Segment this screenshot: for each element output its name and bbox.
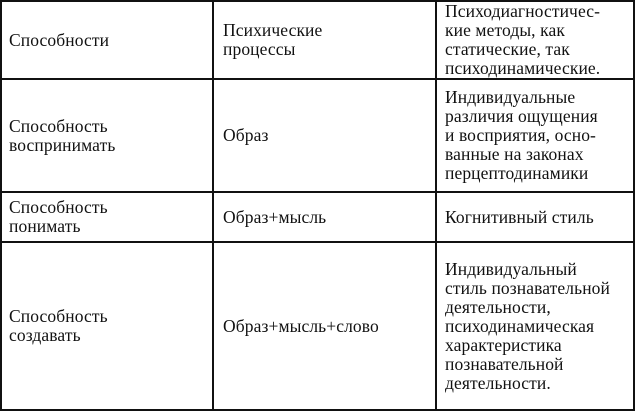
- cell-text-line: Индивидуальный: [445, 258, 577, 279]
- table-row: [1, 79, 634, 192]
- cell-text-line: различия ощущения: [445, 106, 598, 126]
- process-cell: [213, 79, 436, 192]
- cell-text-line: Образ: [223, 125, 269, 145]
- ability-cell: [1, 1, 213, 79]
- table-row: [1, 1, 634, 79]
- methods-cell: [436, 192, 634, 242]
- process-cell: [213, 242, 436, 410]
- cell-text-line: Психические: [223, 20, 323, 40]
- methods-cell: [436, 79, 634, 192]
- cell-text-line: Образ+мысль+слово: [223, 315, 379, 336]
- cell-text-line: Индивидуальные: [445, 87, 576, 107]
- cell-text-line: Образ+мысль: [223, 206, 327, 227]
- cell-text-line: Способности: [9, 29, 110, 50]
- table-row: [1, 242, 634, 410]
- process-cell: [213, 192, 436, 242]
- cell-text-line: психодинамические.: [445, 58, 601, 78]
- cell-text-line: воспринимать: [9, 134, 116, 155]
- ability-cell: [1, 192, 213, 242]
- table-row: [1, 192, 634, 242]
- ability-cell: [1, 242, 213, 410]
- cell-text-line: стиль познавательной: [445, 277, 610, 298]
- cell-text-line: статические, так: [445, 39, 570, 59]
- cell-text-line: процессы: [223, 39, 296, 59]
- cell-text-line: Психодиагностичес-: [445, 1, 601, 21]
- cell-text-line: и восприятия, осно-: [445, 125, 596, 145]
- cell-text-line: психодинамическая: [445, 315, 595, 336]
- cell-text-line: характеристика: [445, 334, 562, 355]
- cell-text-line: Способность: [9, 197, 108, 217]
- methods-cell: [436, 242, 634, 410]
- cell-text-line: деятельности.: [445, 372, 551, 393]
- process-cell: [213, 1, 436, 79]
- ability-cell: [1, 79, 213, 192]
- cell-text-line: Когнитивный стиль: [445, 206, 594, 227]
- cell-text-line: деятельности,: [445, 296, 551, 317]
- cell-text-line: познавательной: [445, 353, 564, 374]
- cell-text-line: ванные на законах: [445, 144, 584, 164]
- cell-text-line: создавать: [9, 325, 81, 345]
- cell-text-line: понимать: [9, 216, 81, 236]
- cell-text-line: Способность: [9, 115, 108, 136]
- cell-text-line: Способность: [9, 306, 108, 326]
- cell-text-line: перцептодинамики: [445, 163, 589, 183]
- cell-text-line: кие методы, как: [445, 20, 565, 40]
- methods-cell: [436, 1, 634, 79]
